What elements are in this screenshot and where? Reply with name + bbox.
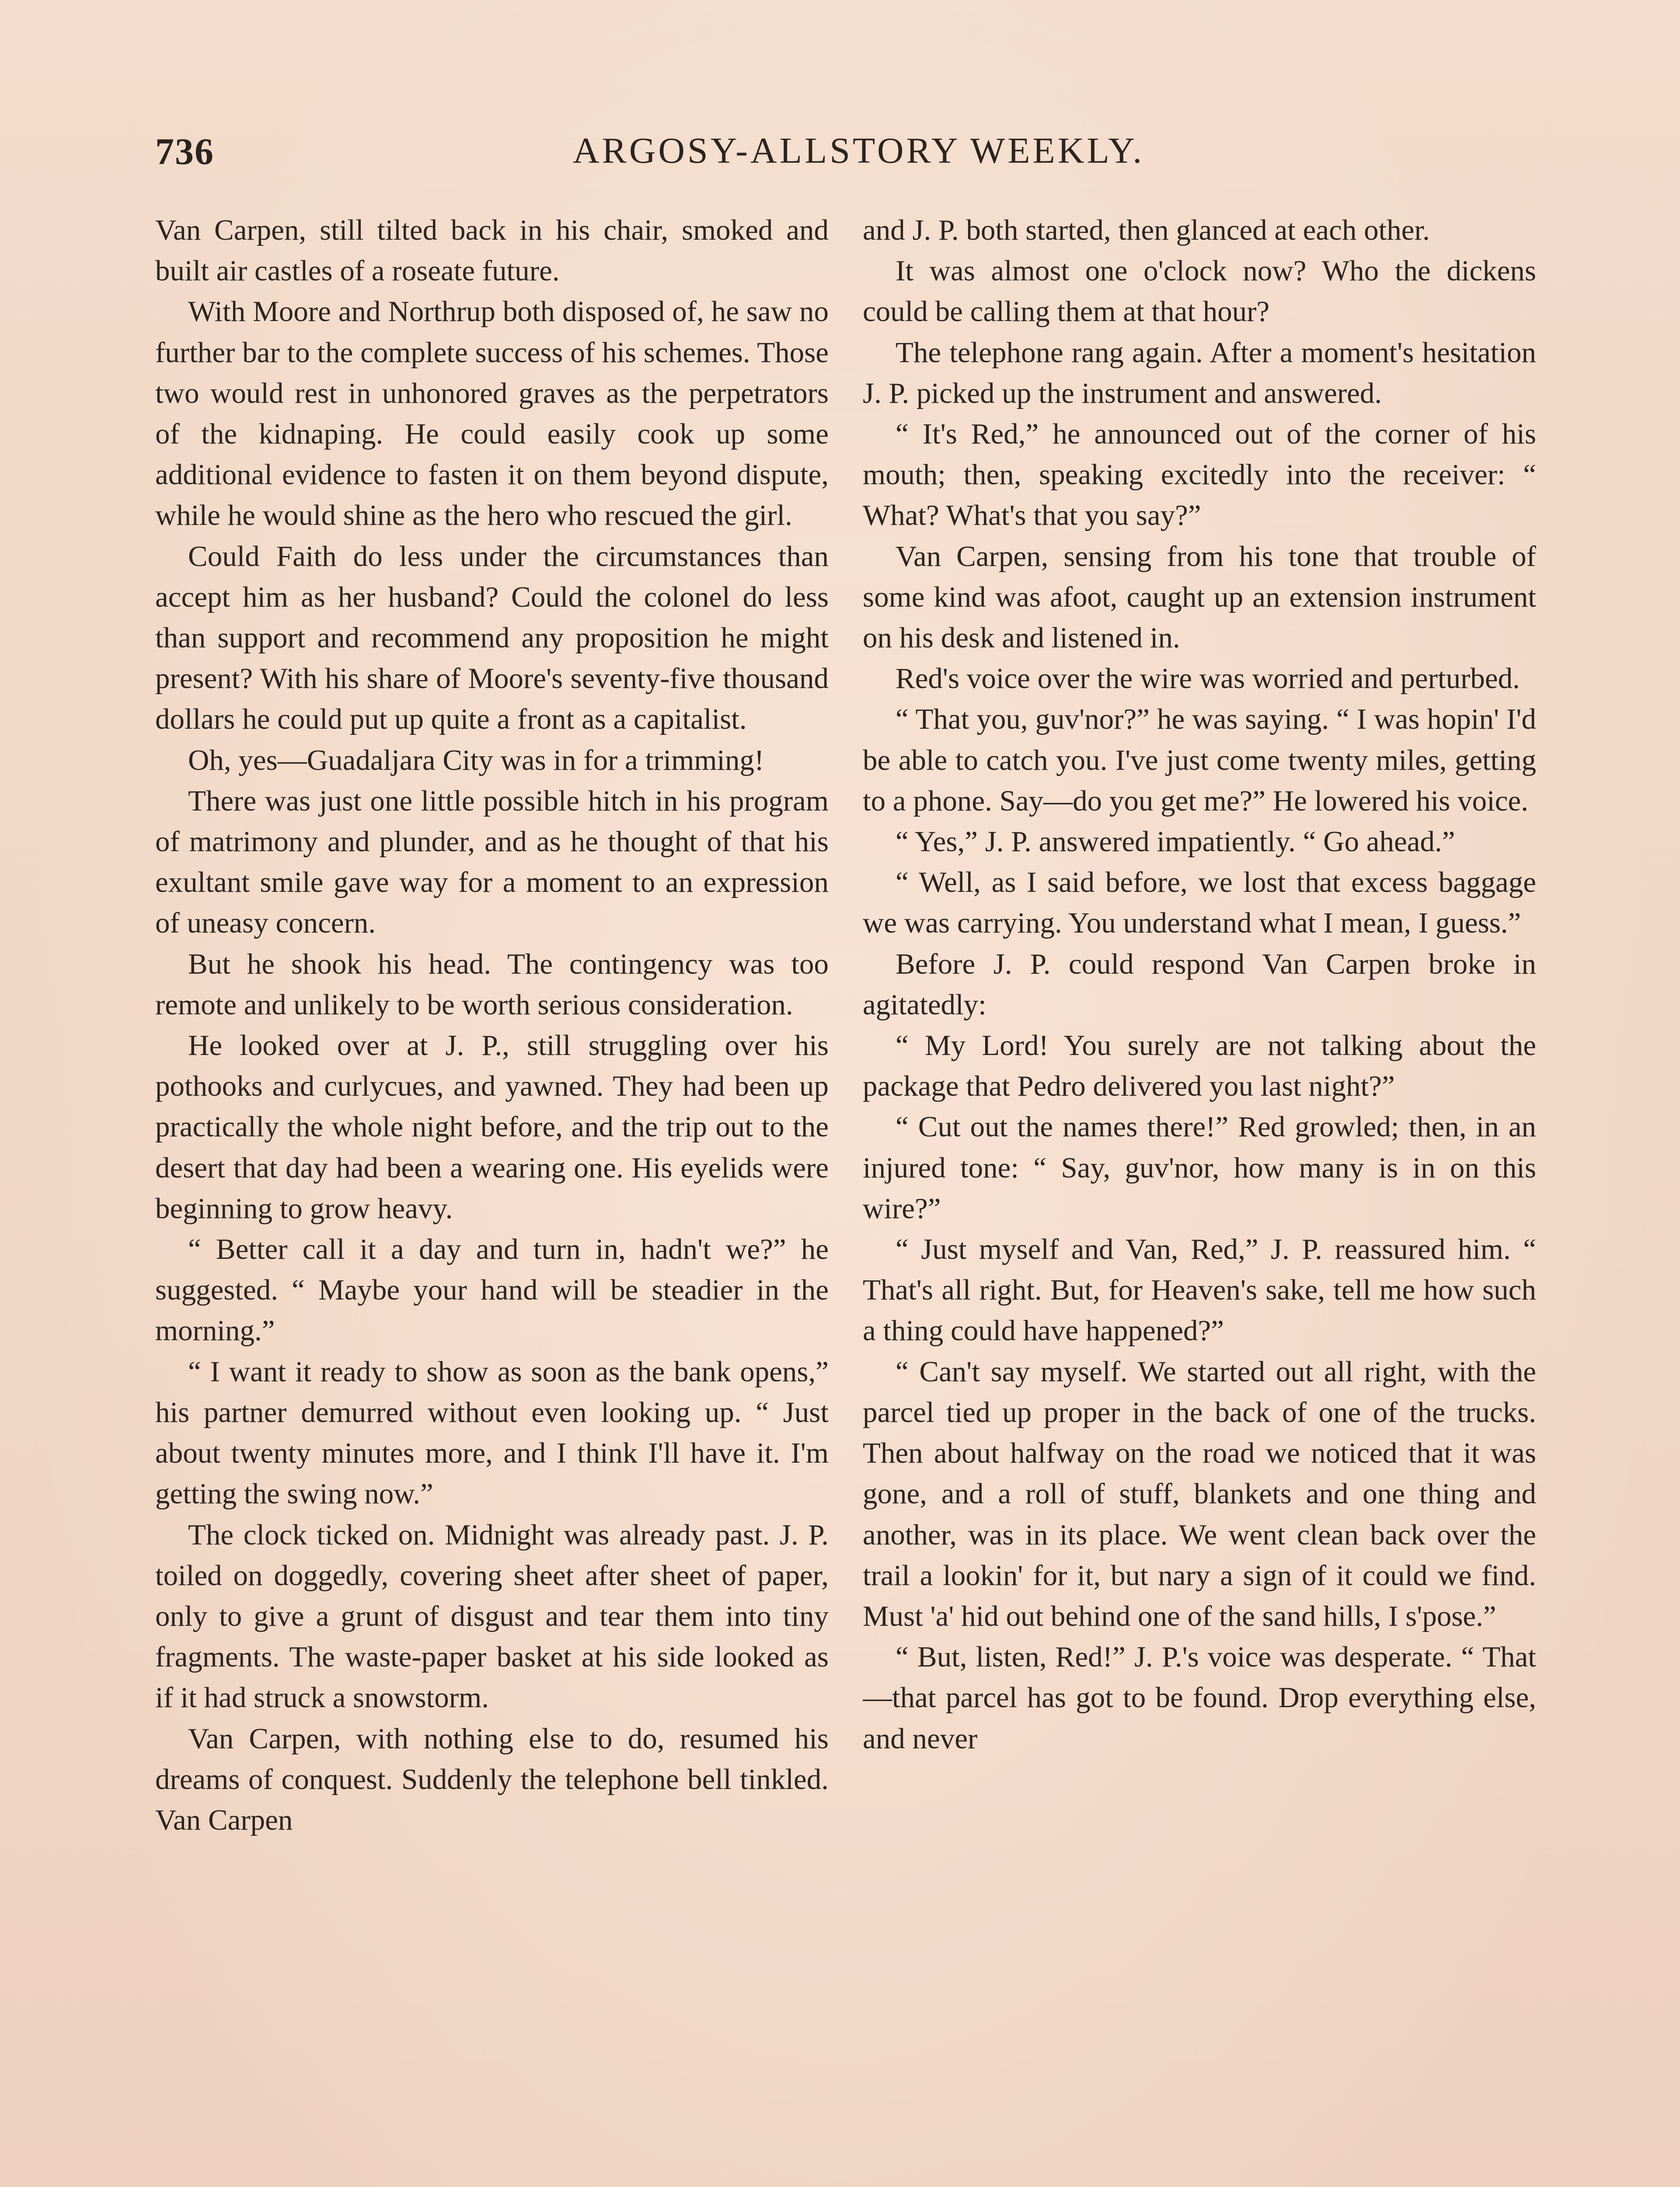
paragraph: “ That you, guv'nor?” he was saying. “ I was hopin' I'd be able to catch you. I've just come twenty miles, getting to a phone. Say—do you get me?” He lowered his voice. [863,703,1536,817]
paragraph: “ But, listen, Red!” J. P.'s voice was desperate. “ That—that parcel has got to be found. Drop everything else, and never [863,1641,1536,1755]
paragraph: But he shook his head. The contingency was too remote and unlikely to be worth serious consideration. [155,947,829,1021]
paragraph: “ Just myself and Van, Red,” J. P. reassured him. “ That's all right. But, for Heaven's sake, tell me how such a thing could have happened?” [863,1233,1536,1347]
right-column [863,210,1536,2187]
paragraph: Red's voice over the wire was worried and perturbed. [896,662,1520,695]
paragraph: “ Can't say myself. We started out all right, with the parcel tied up proper in the back of one of the trucks. Then about halfway on the road we noticed that it was gone, and a roll of stuff, blankets and one thing and another, was in its place. We went clean back over the trail a lookin' for it, but nary a sign of it could we find. Must 'a' hid out behind one of the sand hills, I s'pose.” [863,1355,1536,1632]
running-head: ARGOSY-ALLSTORY WEEKLY. [573,130,1145,171]
paragraph: The telephone rang again. After a moment's hesitation J. P. picked up the instrument and answered. [863,336,1536,409]
paragraph: It was almost one o'clock now? Who the dickens could be calling them at that hour? [863,255,1536,328]
text-columns [155,210,1541,2187]
page-number: 736 [155,130,214,172]
paragraph: “ Well, as I said before, we lost that excess baggage we was carrying. You understand what I mean, I guess.” [863,866,1536,940]
paragraph: “ It's Red,” he announced out of the corner of his mouth; then, speaking excitedly into the receiver: “ What? What's that you say?” [863,418,1536,532]
paragraph: He looked over at J. P., still struggling over his pothooks and curlycues, and yawned. They had been up practically the whole night before, and the trip out to the desert that day had been a wearing one. His eyelids were beginning to grow heavy. [155,1029,829,1225]
paragraph: Oh, yes—Guadaljara City was in for a trimming! [188,744,764,776]
paragraph: With Moore and Northrup both disposed of, he saw no further bar to the complete success of his schemes. Those two would rest in unhonored graves as the perpetrators of the kidnaping. He could easily cook up some additional evidence to fasten it on them beyond dispute, while he would shine as the hero who rescued the girl. [155,295,829,532]
paragraph: Van Carpen, with nothing else to do, resumed his dreams of conquest. Suddenly the telephone bell tinkled. Van Carpen [155,1722,829,1836]
paragraph: Could Faith do less under the circumstances than accept him as her husband? Could the colonel do less than support and recommend any proposition he might present? With his share of Moore's seventy-five thousand dollars he could put up quite a front as a capitalist. [155,540,829,736]
paragraph: The clock ticked on. Midnight was already past. J. P. toiled on doggedly, covering sheet after sheet of paper, only to give a grunt of disgust and tear them into tiny fragments. The waste-paper basket at his side looked as if it had struck a snowstorm. [155,1518,829,1714]
paragraph: “ I want it ready to show as soon as the bank opens,” his partner demurred without even looking up. “ Just about twenty minutes more, and I think I'll have it. I'm getting the swing now.” [155,1355,829,1510]
paragraph: Van Carpen, sensing from his tone that trouble of some kind was afoot, caught up an extension instrument on his desk and listened in. [863,540,1536,654]
paragraph: Van Carpen, still tilted back in his chair, smoked and built air castles of a roseate future. [155,214,829,287]
paragraph: “ My Lord! You surely are not talking about the package that Pedro delivered you last night?” [863,1029,1536,1103]
paragraph: “ Better call it a day and turn in, hadn't we?” he suggested. “ Maybe your hand will be steadier in the morning.” [155,1233,829,1347]
paragraph: “ Cut out the names there!” Red growled; then, in an injured tone: “ Say, guv'nor, how many is in on this wire?” [863,1111,1536,1225]
page-header [155,129,1538,182]
paragraph: There was just one little possible hitch in his program of matrimony and plunder, and as he thought of that his exultant smile gave way for a moment to an expression of uneasy concern. [155,784,829,940]
paragraph: Before J. P. could respond Van Carpen broke in agitatedly: [863,947,1536,1021]
paragraph: and J. P. both started, then glanced at each other. [863,214,1430,246]
paragraph: “ Yes,” J. P. answered impatiently. “ Go ahead.” [896,825,1455,858]
left-column [155,210,829,2187]
